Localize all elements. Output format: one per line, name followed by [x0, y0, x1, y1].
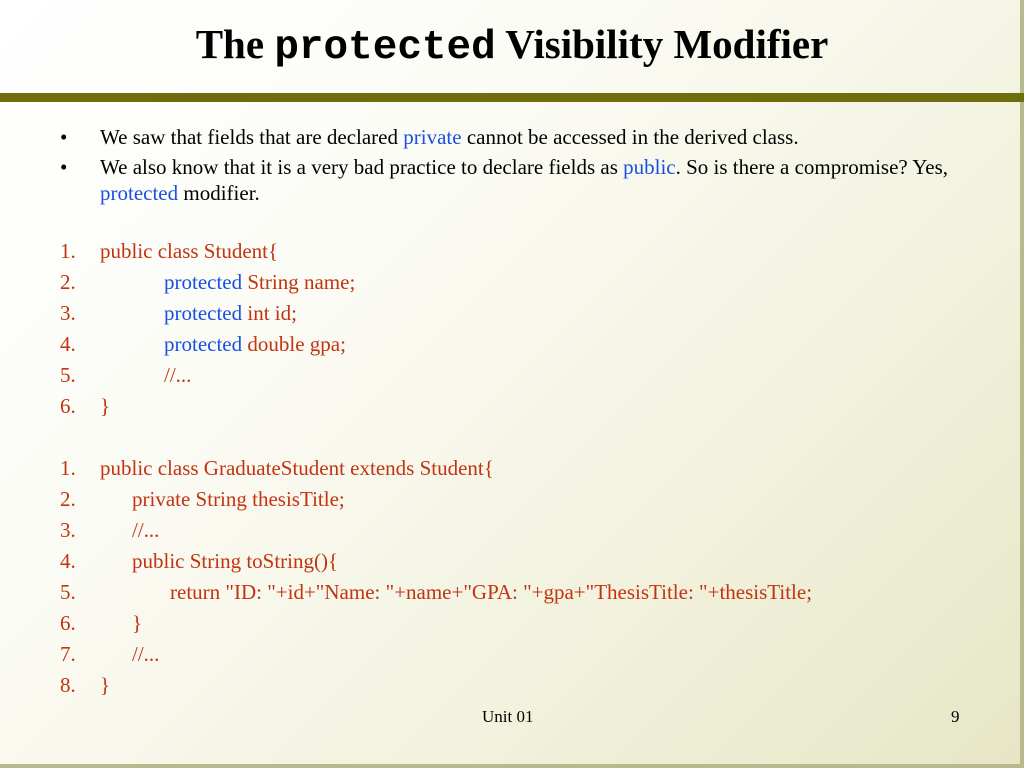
line-number: 2. — [60, 487, 76, 511]
code-line — [60, 360, 1000, 391]
code-line — [60, 298, 1000, 329]
code-segment: public class GraduateStudent extends Student{ — [100, 456, 494, 480]
code-line — [60, 639, 1000, 670]
code-segment: String name; — [242, 270, 356, 294]
line-number: 3. — [60, 301, 76, 325]
keyword-highlight: private — [403, 125, 462, 149]
code-segment: //... — [132, 518, 160, 542]
code-text — [132, 608, 142, 639]
code-segment: public class Student{ — [100, 239, 279, 263]
code-segment: //... — [132, 642, 160, 666]
code-segment: return "ID: "+id+"Name: "+name+"GPA: "+gpa+"ThesisTitle: "+thesisTitle; — [170, 580, 813, 604]
code-block-student — [60, 236, 1000, 422]
code-line — [60, 453, 1000, 484]
code-segment: int id; — [242, 301, 297, 325]
code-text — [100, 670, 110, 701]
bullet-segment: . So is there a compromise? Yes, — [675, 155, 949, 179]
footer-unit-label: Unit 01 — [482, 707, 534, 726]
title-suffix: Visibility Modifier — [495, 21, 829, 67]
bullet-item — [60, 154, 960, 206]
line-number: 4. — [60, 549, 76, 573]
code-text — [164, 298, 297, 329]
title-prefix: The — [195, 21, 275, 67]
bullet-segment: modifier. — [178, 181, 260, 205]
bullet-segment: We saw that fields that are declared — [100, 125, 404, 149]
code-segment: public String toString(){ — [132, 549, 339, 573]
code-text — [132, 515, 159, 546]
line-number: 8. — [60, 673, 76, 697]
code-line — [60, 670, 1000, 701]
line-number: 3. — [60, 518, 76, 542]
keyword-highlight: public — [623, 155, 676, 179]
bullet-list — [60, 124, 960, 210]
code-line — [60, 267, 1000, 298]
code-block-graduate-student — [60, 453, 1000, 701]
page-number: 9 — [951, 707, 960, 726]
line-number: 4. — [60, 332, 76, 356]
line-number: 1. — [60, 239, 76, 263]
code-line — [60, 484, 1000, 515]
code-segment: private String thesisTitle; — [132, 487, 345, 511]
bullet-segment: cannot be accessed in the derived class. — [461, 125, 799, 149]
code-segment: } — [100, 673, 111, 697]
code-line — [60, 329, 1000, 360]
code-segment: double gpa; — [242, 332, 346, 356]
keyword-highlight: protected — [100, 181, 179, 205]
code-line — [60, 546, 1000, 577]
line-number: 6. — [60, 611, 76, 635]
bullet-text — [100, 154, 960, 206]
code-line — [60, 577, 1000, 608]
line-number: 1. — [60, 456, 76, 480]
code-text — [100, 236, 278, 267]
line-number: 5. — [60, 363, 76, 387]
slide-title — [0, 18, 1024, 74]
line-number: 2. — [60, 270, 76, 294]
code-text — [164, 267, 355, 298]
title-divider — [0, 93, 1024, 102]
code-keyword: protected — [164, 270, 243, 294]
code-text — [100, 453, 494, 484]
code-line — [60, 391, 1000, 422]
bullet-text — [100, 124, 960, 150]
bullet-mark: • — [60, 155, 68, 179]
code-keyword: protected — [164, 301, 243, 325]
line-number: 7. — [60, 642, 76, 666]
line-number: 5. — [60, 580, 76, 604]
code-text — [100, 391, 110, 422]
bullet-segment: We also know that it is a very bad practice to declare fields as — [100, 155, 624, 179]
code-text — [170, 577, 812, 608]
code-text — [132, 546, 338, 577]
code-segment: } — [100, 394, 111, 418]
code-segment: //... — [164, 363, 192, 387]
code-text — [132, 639, 159, 670]
code-line — [60, 236, 1000, 267]
code-segment: } — [132, 611, 143, 635]
code-text — [164, 360, 191, 391]
code-text — [164, 329, 346, 360]
code-line — [60, 608, 1000, 639]
title-code-word: protected — [274, 25, 496, 71]
code-keyword: protected — [164, 332, 243, 356]
bullet-item — [60, 124, 960, 150]
code-line — [60, 515, 1000, 546]
code-text — [132, 484, 345, 515]
bullet-mark: • — [60, 125, 68, 149]
line-number: 6. — [60, 394, 76, 418]
